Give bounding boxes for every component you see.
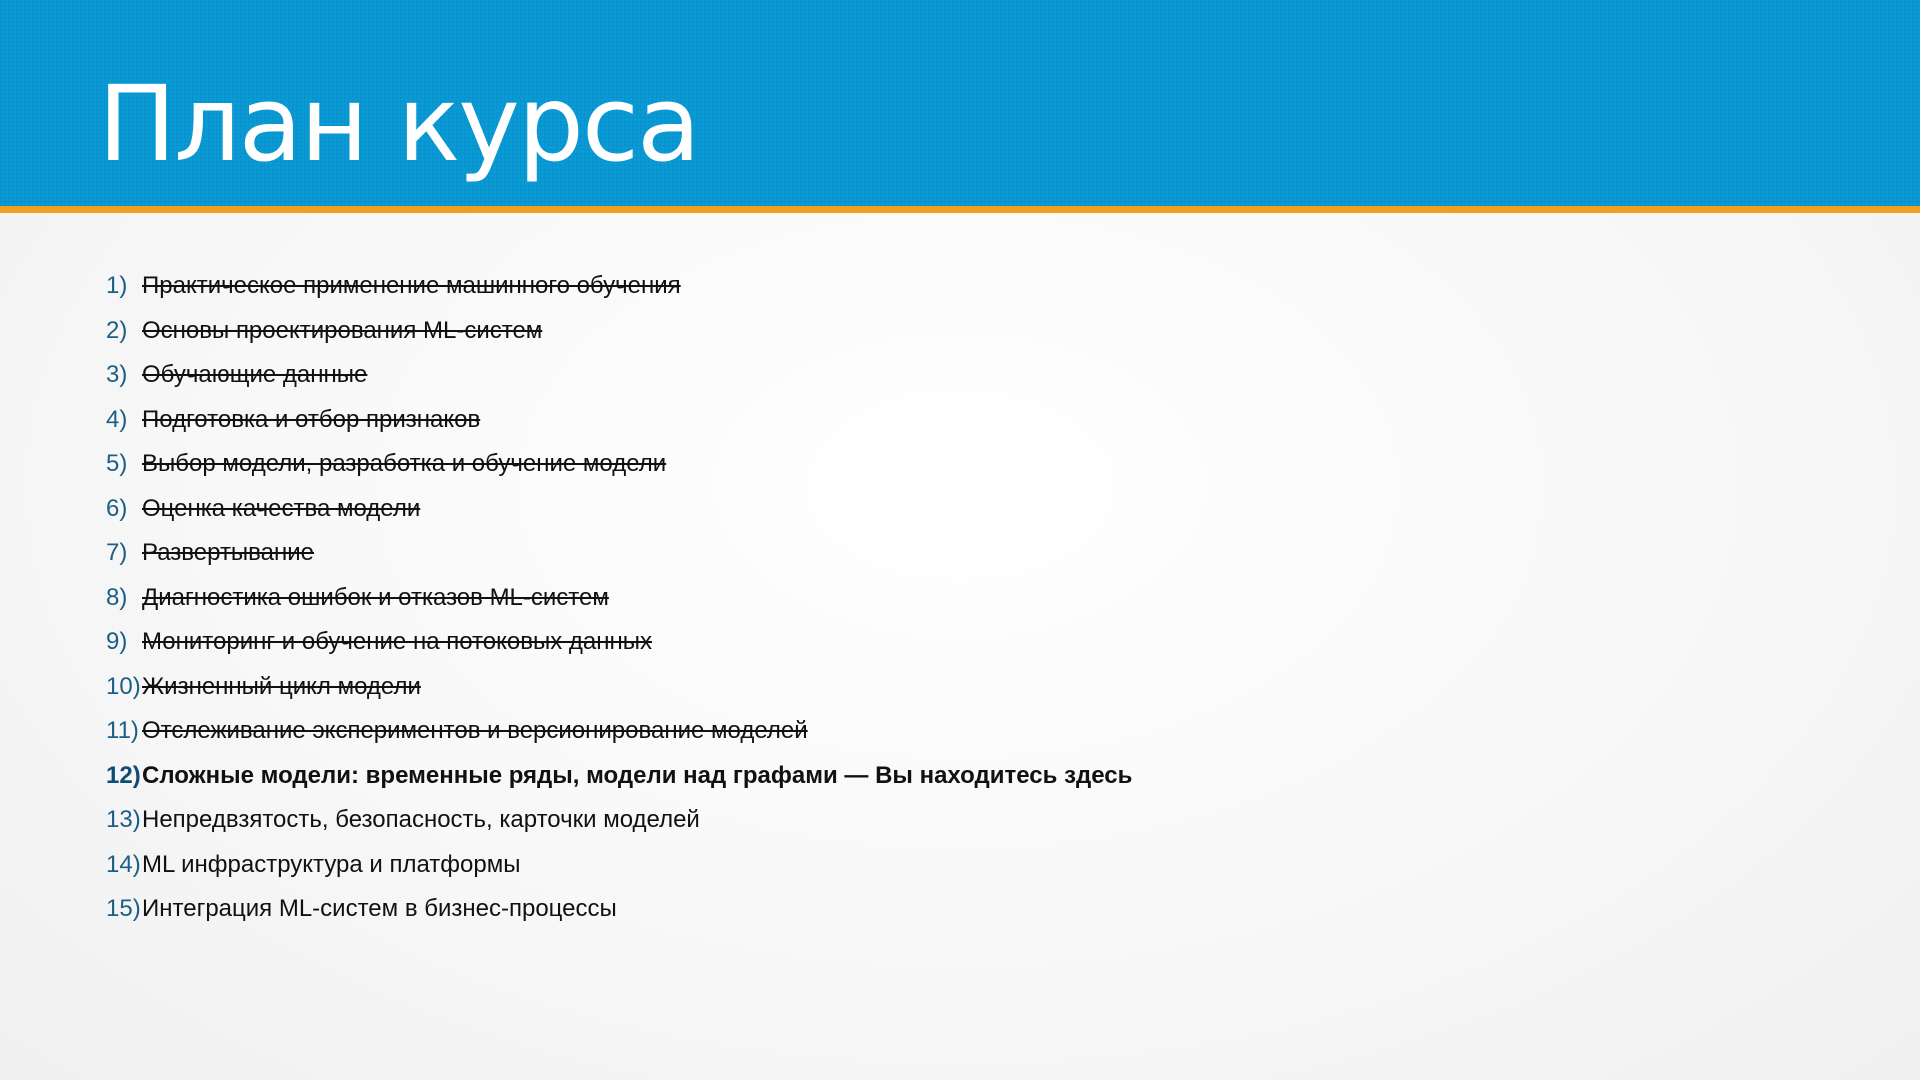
list-item	[106, 673, 1132, 718]
list-item	[106, 450, 1132, 495]
title-banner	[0, 0, 1920, 206]
list-item	[106, 539, 1132, 584]
list-item	[106, 495, 1132, 540]
item-number: 14)	[106, 850, 141, 878]
item-text: Практическое применение машинного обучения	[142, 272, 681, 299]
item-number: 7)	[106, 539, 128, 566]
item-number: 8)	[106, 583, 128, 611]
item-number: 6)	[106, 494, 128, 522]
list-item	[106, 584, 1132, 629]
accent-stripe	[0, 206, 1920, 213]
item-number: 13)	[106, 806, 141, 833]
item-number: 3)	[106, 361, 128, 388]
item-text: Обучающие данные	[142, 361, 368, 388]
list-item	[106, 628, 1132, 673]
list-item	[106, 406, 1132, 451]
item-number: 4)	[106, 405, 128, 433]
item-number: 10)	[106, 672, 141, 700]
list-item	[106, 317, 1132, 362]
list-item	[106, 851, 1132, 896]
list-item	[106, 895, 1132, 940]
item-number: 1)	[106, 272, 128, 299]
course-outline-list	[106, 272, 1132, 940]
item-text: Оценка качества модели	[142, 494, 421, 522]
item-text: Подготовка и отбор признаков	[142, 405, 481, 433]
item-number: 5)	[106, 450, 128, 477]
item-text: ML инфраструктура и платформы	[142, 850, 521, 878]
list-item-current	[106, 762, 1132, 807]
item-number: 2)	[106, 316, 128, 344]
item-text: Выбор модели, разработка и обучение модели	[142, 450, 667, 477]
item-text: Жизненный цикл модели	[142, 672, 421, 700]
item-text: Диагностика ошибок и отказов ML-систем	[142, 583, 609, 611]
slide-title: План курса	[98, 63, 699, 185]
item-text: Непредвзятость, безопасность, карточки моделей	[142, 806, 700, 833]
item-text: Интеграция ML-систем в бизнес-процессы	[142, 895, 617, 922]
item-text: Основы проектирования ML-систем	[142, 316, 543, 344]
item-number: 11)	[106, 717, 139, 744]
item-text: Сложные модели: временные ряды, модели над графами — Вы находитесь здесь	[142, 761, 1133, 789]
item-number: 12)	[106, 761, 141, 789]
list-item	[106, 361, 1132, 406]
item-text: Мониторинг и обучение на потоковых данных	[142, 628, 652, 655]
item-text: Развертывание	[142, 539, 315, 566]
list-item	[106, 272, 1132, 317]
item-number: 15)	[106, 895, 141, 922]
list-item	[106, 717, 1132, 762]
item-number: 9)	[106, 628, 128, 655]
list-item	[106, 806, 1132, 851]
item-text: Отслеживание экспериментов и версионирование моделей	[142, 717, 808, 744]
